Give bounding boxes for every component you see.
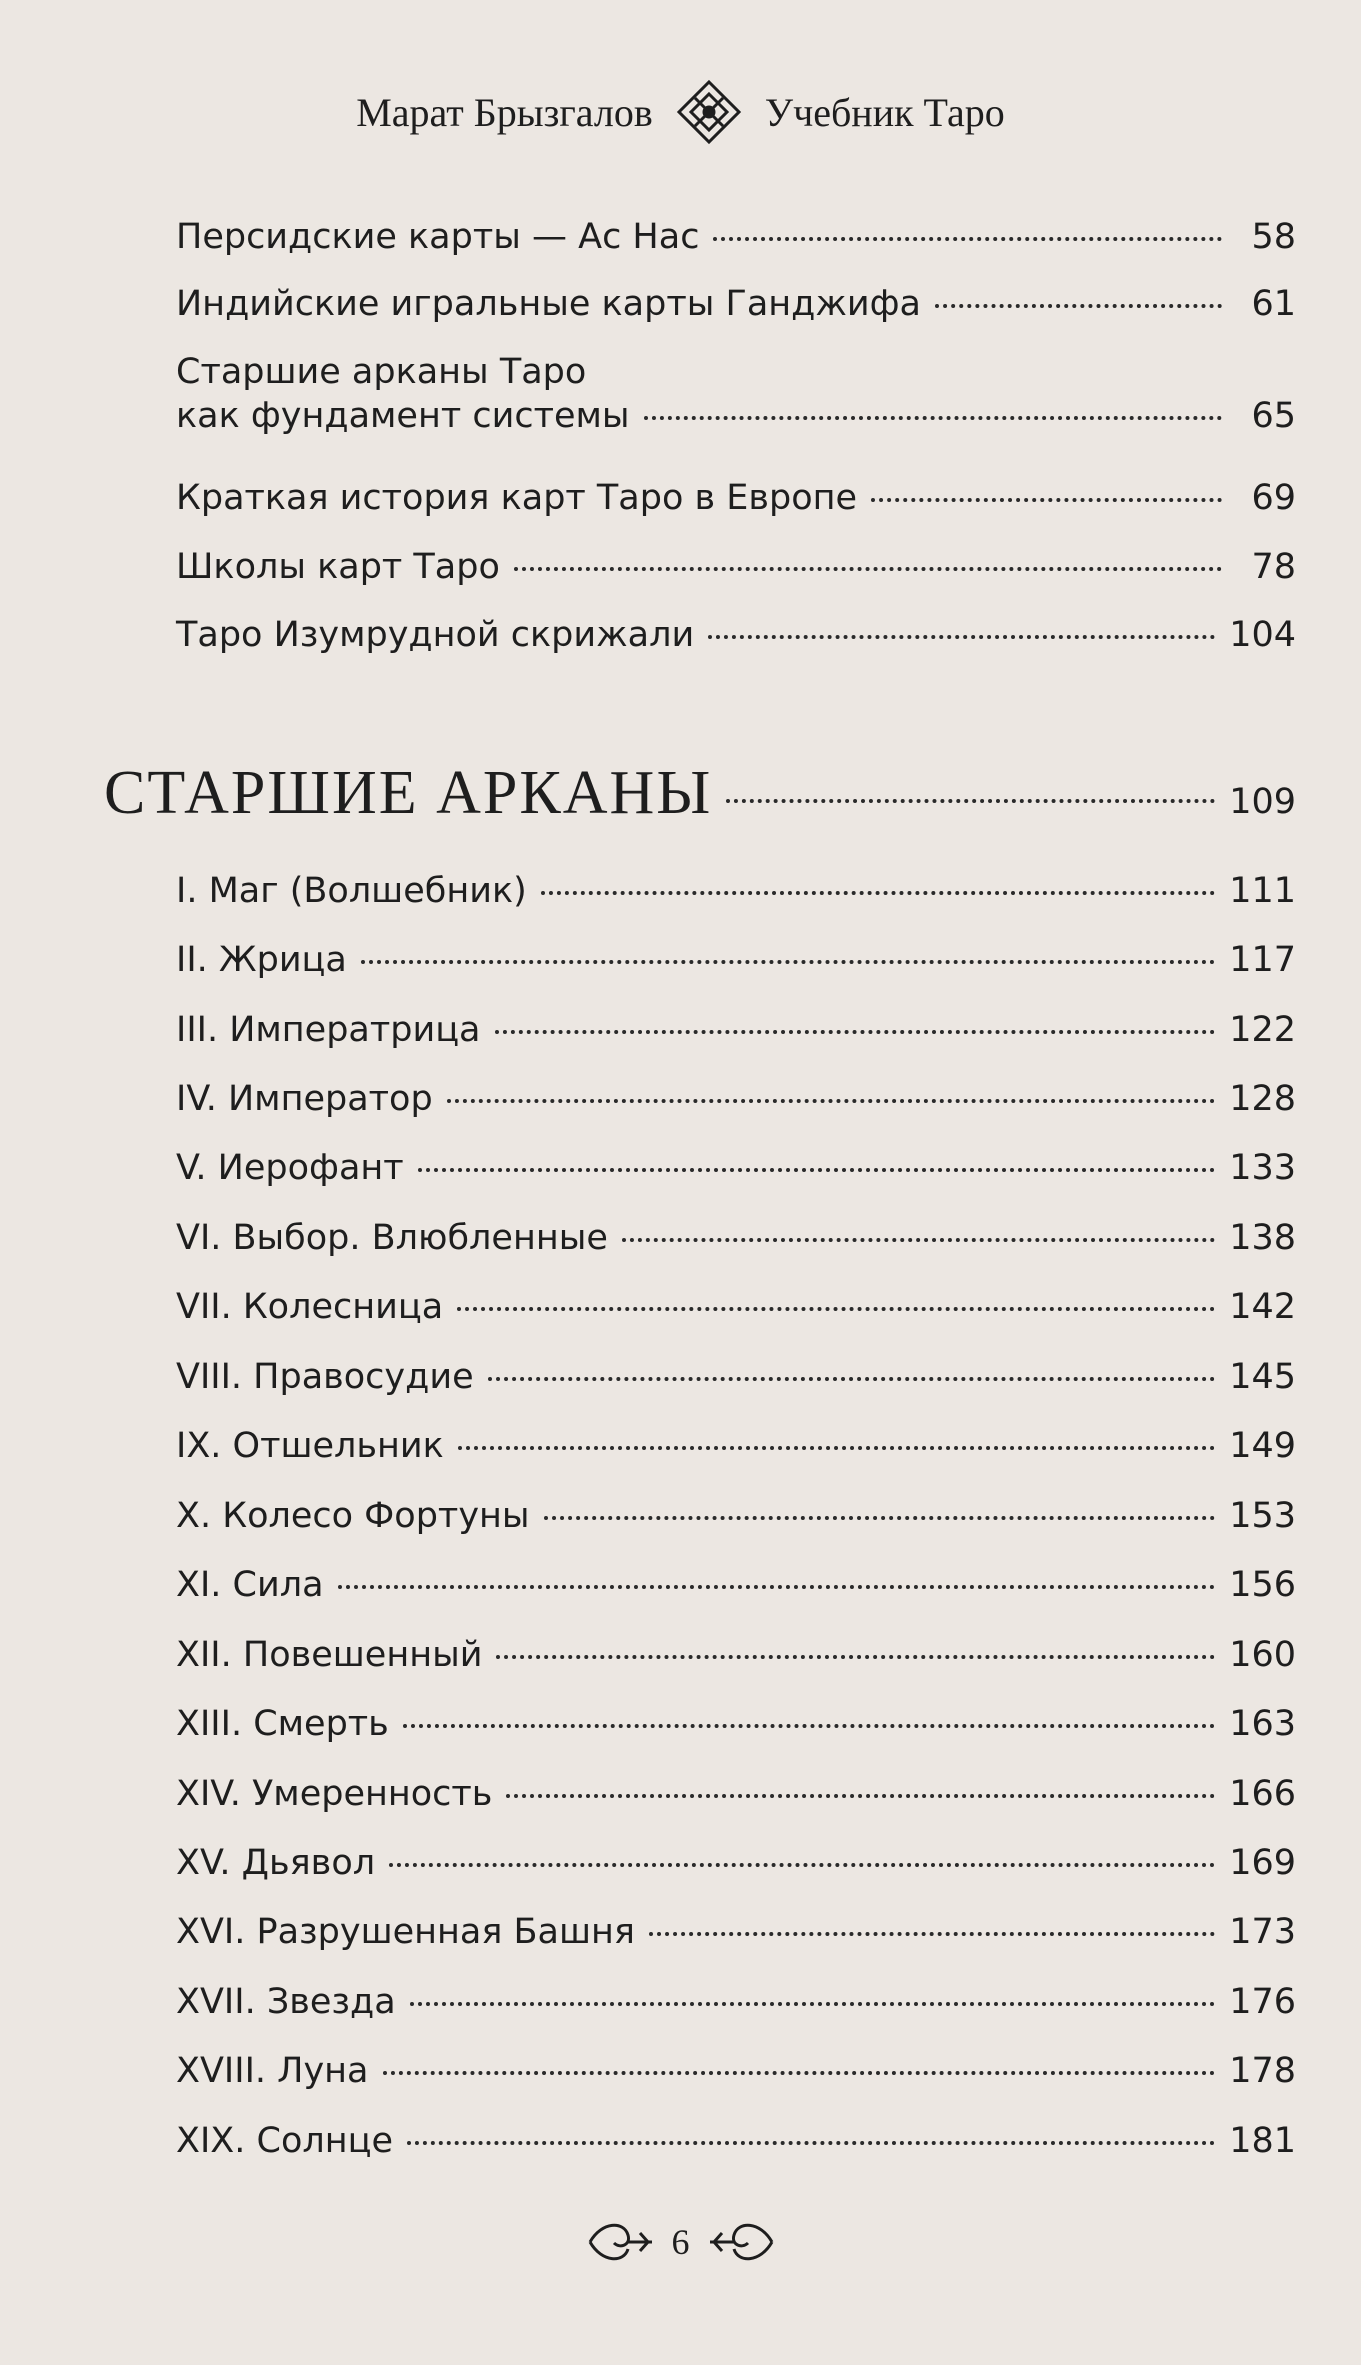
toc-entry-page: 169	[1229, 1843, 1296, 1883]
scroll-ornament-left-icon	[584, 2215, 656, 2269]
section-page: 109	[1229, 782, 1296, 822]
toc-entry	[176, 1216, 1296, 1260]
toc-entry-title: Школы карт Таро	[176, 547, 500, 587]
toc-entry	[176, 1355, 1296, 1399]
dot-leader	[935, 304, 1222, 308]
dot-leader	[622, 1238, 1215, 1242]
toc-entry	[176, 476, 1296, 520]
toc-entry-page: 153	[1229, 1496, 1296, 1536]
toc-entry-title: XVII. Звезда	[176, 1982, 396, 2022]
author-name: Марат Брызгалов	[356, 89, 653, 135]
dot-leader	[383, 2071, 1216, 2075]
toc-entry	[176, 1563, 1296, 1607]
toc-entry-page: 133	[1229, 1148, 1296, 1188]
toc-entry-page: 104	[1229, 615, 1296, 655]
toc-entry-title: XIII. Смерть	[176, 1704, 389, 1744]
toc-entry	[176, 869, 1296, 913]
toc-entry-page: 181	[1229, 2121, 1296, 2161]
dot-leader	[447, 1099, 1215, 1103]
toc-entry	[176, 215, 1296, 259]
toc-entry-page: 176	[1229, 1982, 1296, 2022]
toc-entry-page: 128	[1229, 1079, 1296, 1119]
toc-entry	[176, 613, 1296, 657]
dot-leader	[713, 237, 1222, 241]
toc-entry-title: XII. Повешенный	[176, 1635, 483, 1675]
toc-entry-title-line2: как фундамент системы	[176, 396, 630, 436]
toc-entry-page: 163	[1229, 1704, 1296, 1744]
toc-entry-title: XVIII. Луна	[176, 2051, 369, 2091]
toc-entry-title: XIX. Солнце	[176, 2121, 393, 2161]
toc-entry	[176, 282, 1296, 326]
toc-entry-title: VIII. Правосудие	[176, 1357, 474, 1397]
scroll-ornament-right-icon	[706, 2215, 778, 2269]
toc-entry-title: XIV. Умеренность	[176, 1774, 493, 1814]
toc-entry-title: Персидские карты — Ас Нас	[176, 217, 700, 257]
toc-entry	[176, 1424, 1296, 1468]
toc-entry	[176, 2049, 1296, 2093]
toc-entry-title: I. Маг (Волшебник)	[176, 871, 527, 911]
toc-entry	[176, 1146, 1296, 1190]
toc-entry-title: Краткая история карт Таро в Европе	[176, 478, 858, 518]
dot-leader	[418, 1168, 1216, 1172]
toc-entry	[176, 1008, 1296, 1052]
dot-leader	[488, 1377, 1216, 1381]
toc-entry-page: 149	[1229, 1426, 1296, 1466]
toc-entry-page: 160	[1229, 1635, 1296, 1675]
toc-entry-page: 65	[1251, 396, 1296, 436]
dot-leader	[514, 567, 1222, 571]
toc-entry-title: XI. Сила	[176, 1565, 324, 1605]
book-title: Учебник Таро	[764, 89, 1005, 135]
toc-entry-page: 138	[1229, 1218, 1296, 1258]
dot-leader	[708, 635, 1215, 639]
toc-entry-page: 69	[1251, 478, 1296, 518]
dot-leader	[506, 1794, 1215, 1798]
toc-entry-title: X. Колесо Фортуны	[176, 1496, 530, 1536]
dot-leader	[407, 2141, 1215, 2145]
toc-entry-title: II. Жрица	[176, 940, 347, 980]
toc-entry-page: 156	[1229, 1565, 1296, 1605]
page-number: 6	[671, 2222, 690, 2262]
toc-entry	[176, 1841, 1296, 1885]
celtic-knot-ornament-icon	[675, 78, 743, 146]
toc-entry-page: 61	[1251, 284, 1296, 324]
dot-leader	[403, 1724, 1215, 1728]
toc-entry	[176, 1494, 1296, 1538]
toc-entry	[176, 1980, 1296, 2024]
dot-leader	[338, 1585, 1216, 1589]
toc-entry	[176, 1702, 1296, 1746]
toc-entry-page: 111	[1229, 871, 1296, 911]
dot-leader	[644, 416, 1222, 420]
page-footer	[0, 2215, 1361, 2269]
dot-leader	[496, 1655, 1215, 1659]
toc-entry-page: 78	[1251, 547, 1296, 587]
toc-entry-page: 145	[1229, 1357, 1296, 1397]
dot-leader	[649, 1932, 1215, 1936]
dot-leader	[389, 1863, 1215, 1867]
toc-entry-page: 166	[1229, 1774, 1296, 1814]
toc-entry-page: 122	[1229, 1010, 1296, 1050]
dot-leader	[458, 1446, 1215, 1450]
running-header	[0, 78, 1361, 146]
section-title: СТАРШИЕ АРКАНЫ	[104, 759, 713, 827]
toc-entry-page: 142	[1229, 1287, 1296, 1327]
toc-entry-page: 173	[1229, 1912, 1296, 1952]
toc-entry	[176, 938, 1296, 982]
toc-entry-title-line1: Старшие арканы Таро	[176, 352, 587, 392]
dot-leader	[871, 498, 1222, 502]
toc-entry	[176, 1633, 1296, 1677]
dot-leader	[541, 891, 1215, 895]
dot-leader	[361, 960, 1215, 964]
toc-entry-title: Таро Изумрудной скрижали	[176, 615, 695, 655]
toc-entry-title: Индийские игральные карты Ганджифа	[176, 284, 921, 324]
toc-entry-page: 178	[1229, 2051, 1296, 2091]
toc-entry	[176, 2119, 1296, 2163]
toc-entry-title: XV. Дьявол	[176, 1843, 376, 1883]
toc-entry-page: 58	[1251, 217, 1296, 257]
toc-entry-page: 117	[1229, 940, 1296, 980]
dot-leader	[410, 2002, 1216, 2006]
dot-leader	[726, 799, 1215, 803]
toc-entry	[176, 350, 1296, 438]
toc-entry-title: IV. Император	[176, 1079, 433, 1119]
dot-leader	[495, 1030, 1216, 1034]
toc-entry-title: III. Императрица	[176, 1010, 481, 1050]
toc-entry-title: V. Иерофант	[176, 1148, 404, 1188]
toc-entry	[176, 1910, 1296, 1954]
toc-entry-title: XVI. Разрушенная Башня	[176, 1912, 635, 1952]
section-heading	[104, 758, 1296, 829]
toc-entry-title: VII. Колесница	[176, 1287, 444, 1327]
toc-entry	[176, 545, 1296, 589]
toc-entry-title: IX. Отшельник	[176, 1426, 444, 1466]
toc-entry	[176, 1285, 1296, 1329]
toc-entry	[176, 1772, 1296, 1816]
toc-entry-title: VI. Выбор. Влюбленные	[176, 1218, 608, 1258]
dot-leader	[544, 1516, 1216, 1520]
toc-entry	[176, 1077, 1296, 1121]
dot-leader	[457, 1307, 1215, 1311]
